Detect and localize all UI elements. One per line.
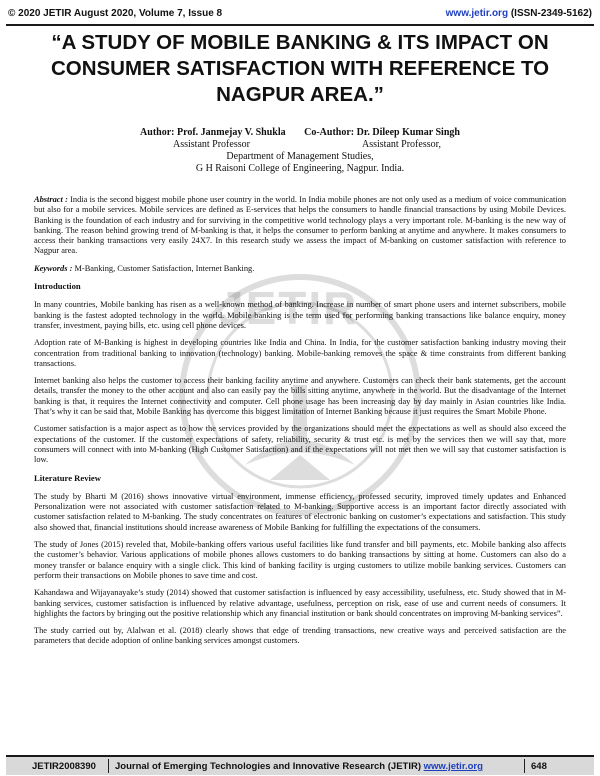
header-site-issn: [446, 8, 592, 19]
author-name: Author: Prof. Janmejay V. Shukla: [140, 127, 286, 138]
intro-paragraph: In many countries, Mobile banking has risen as a well-known method of banking. Increase in number of smart phone users and internet subscribers, mobile banking is the fastest adopted technology in the world. Mobile banking is the term used for performing banking transactions like balance enquiry, money transfer, investment, paying bills, etc. using cell phone devices.: [34, 300, 566, 330]
author-block: [0, 127, 600, 175]
coauthor-name: Co-Author: Dr. Dileep Kumar Singh: [304, 127, 460, 138]
header-copyright: © 2020 JETIR August 2020, Volume 7, Issue 8: [8, 8, 223, 19]
author-role: Assistant Professor: [173, 139, 250, 150]
author-roles: [0, 139, 600, 151]
running-header: [6, 4, 594, 26]
footer-divider: [108, 759, 109, 773]
footer-journal-name: Journal of Emerging Technologies and Innovative Research (JETIR): [115, 761, 424, 772]
keywords: [34, 264, 566, 274]
footer-page-number: 648: [531, 761, 547, 772]
introduction-heading: Introduction: [34, 281, 81, 292]
literature-paragraph: The study by Bharti M (2016) shows innovative virtual environment, immense efficiency, professed security, improved timely updates and Enhanced Personalization were not associated with customer satisfaction related to M-banking. Supportive access is an important factor directly associated with customer satisfaction related to M-banking. The study concentrates on features of electronic banking on customer’s expectations and satisfaction. This study also showed that, financial institutions should increase awareness of Mobile Banking for fulfilling the expectations of the consumers.: [34, 491, 566, 532]
literature-paragraph: The study of Jones (2015) reveled that, Mobile-banking offers various useful facilities like fund transfer and bill payments, etc. Mobile banking also affects the customer’s behavior. Various applications of mobile phones allows customers to do banking transactions by sitting at home. Customers can also do a money transfer or balance enquiry with a single click. This kind of banking facility is urging customers to utilize mobile banking services. Customers can perform their transactions on Mobile phones to save time and cost.: [34, 540, 566, 580]
intro-paragraph: Internet banking also helps the customer to access their banking facility anytime and anywhere. Customers can check their bank statements, get the account details, transfer the money to the other account and also can easily pay the bills sitting anytime, anywhere in the world. But the disadvantage of the Internet banking is that, it requires the Internet connectivity and computer. Cell phone usage has been increasing day by day mainly in Asian countries like India. That’s why it can be said that, Mobile Banking has overcome this biggest limitation of Internet Banking because it just requires the Smart Mobile Phone.: [34, 376, 566, 417]
footer-site-link[interactable]: www.jetir.org: [423, 761, 483, 772]
intro-paragraph: Adoption rate of M-Banking is highest in developing countries like India and China. In India, for the customer satisfaction banking industry moving their concentration from traditional banking to innovation (technology) banking. Mobile-banking removes the space & time constraints from different banking transactions.: [34, 338, 566, 368]
abstract: [34, 195, 566, 257]
footer-journal: [115, 761, 483, 772]
college: G H Raisoni College of Engineering, Nagpur. India.: [195, 163, 405, 174]
author-names: [0, 127, 600, 139]
literature-heading: Literature Review: [34, 472, 101, 483]
watermark-text: JETIR: [218, 282, 359, 334]
paper-body: [34, 195, 566, 654]
header-site-link[interactable]: www.jetir.org: [445, 8, 509, 19]
keywords-label: Keywords :: [34, 263, 73, 273]
abstract-text: India is the second biggest mobile phone user country in the world. In India mobile phones are not only used as a medium of voice communication but also for a mobile services. Mobile services are defined as E-services that helps the consumers to handle financial transactions by using Mobile Devices. Banking is the foundation of each industry and for surviving in the competitive world technology plays a very important role. M-banking is the new way of banking. The reason behind growing trend of M-banking is that, it helps the consumer to perform banking at anytime and anywhere. It makes consumers to access their banking transactions very easily 24X7. In this research study we assess the impact of M-banking on customer satisfaction with reference to Nagpur area.: [34, 195, 567, 256]
header-issn: (ISSN-2349-5162): [508, 8, 592, 19]
literature-paragraph: The study carried out by, Alalwan et al. (2018) clearly shows that edge of trending transactions, new creative ways and perceived satisfaction are the parameters that decide adoption of online banking services amongst customers.: [34, 626, 566, 646]
paper-title: “A STUDY OF MOBILE BANKING & ITS IMPACT ON CONSUMER SATISFACTION WITH REFERENCE TO NAGPUR AREA.”: [50, 31, 550, 106]
intro-paragraph: Customer satisfaction is a major aspect as to how the services provided by the organizations should meet the expectations as well as should also exceed the expectations of the customer. If the customer expectations of safety, reliability, security & trust etc. is met by the services then we will say that, more consumers will connect with into M-banking (High Customer Satisfaction) and if the expectations will not met then we will say that customer satisfaction is low.: [34, 424, 566, 465]
keywords-text: M-Banking, Customer Satisfaction, Internet Banking.: [72, 263, 255, 273]
footer-divider: [524, 759, 525, 773]
literature-paragraph: Kahandawa and Wijayanayake’s study (2014) showed that customer satisfaction is influenced by easy accessibility, usefulness, etc. Study showed that in M-banking services, customer satisfaction is influenced by relative advantage, usefulness, perception on risk, ease of use and current needs of consumers. It highlights the factors by bringing out the positive relationship which any financial institution or bank should concentrates on improving M-banking services”.: [34, 588, 566, 618]
running-footer: [6, 755, 594, 775]
abstract-label: Abstract :: [34, 195, 68, 204]
department: Department of Management Studies,: [226, 151, 374, 162]
coauthor-role: Assistant Professor,: [362, 139, 442, 150]
footer-paper-code: JETIR2008390: [32, 761, 96, 772]
